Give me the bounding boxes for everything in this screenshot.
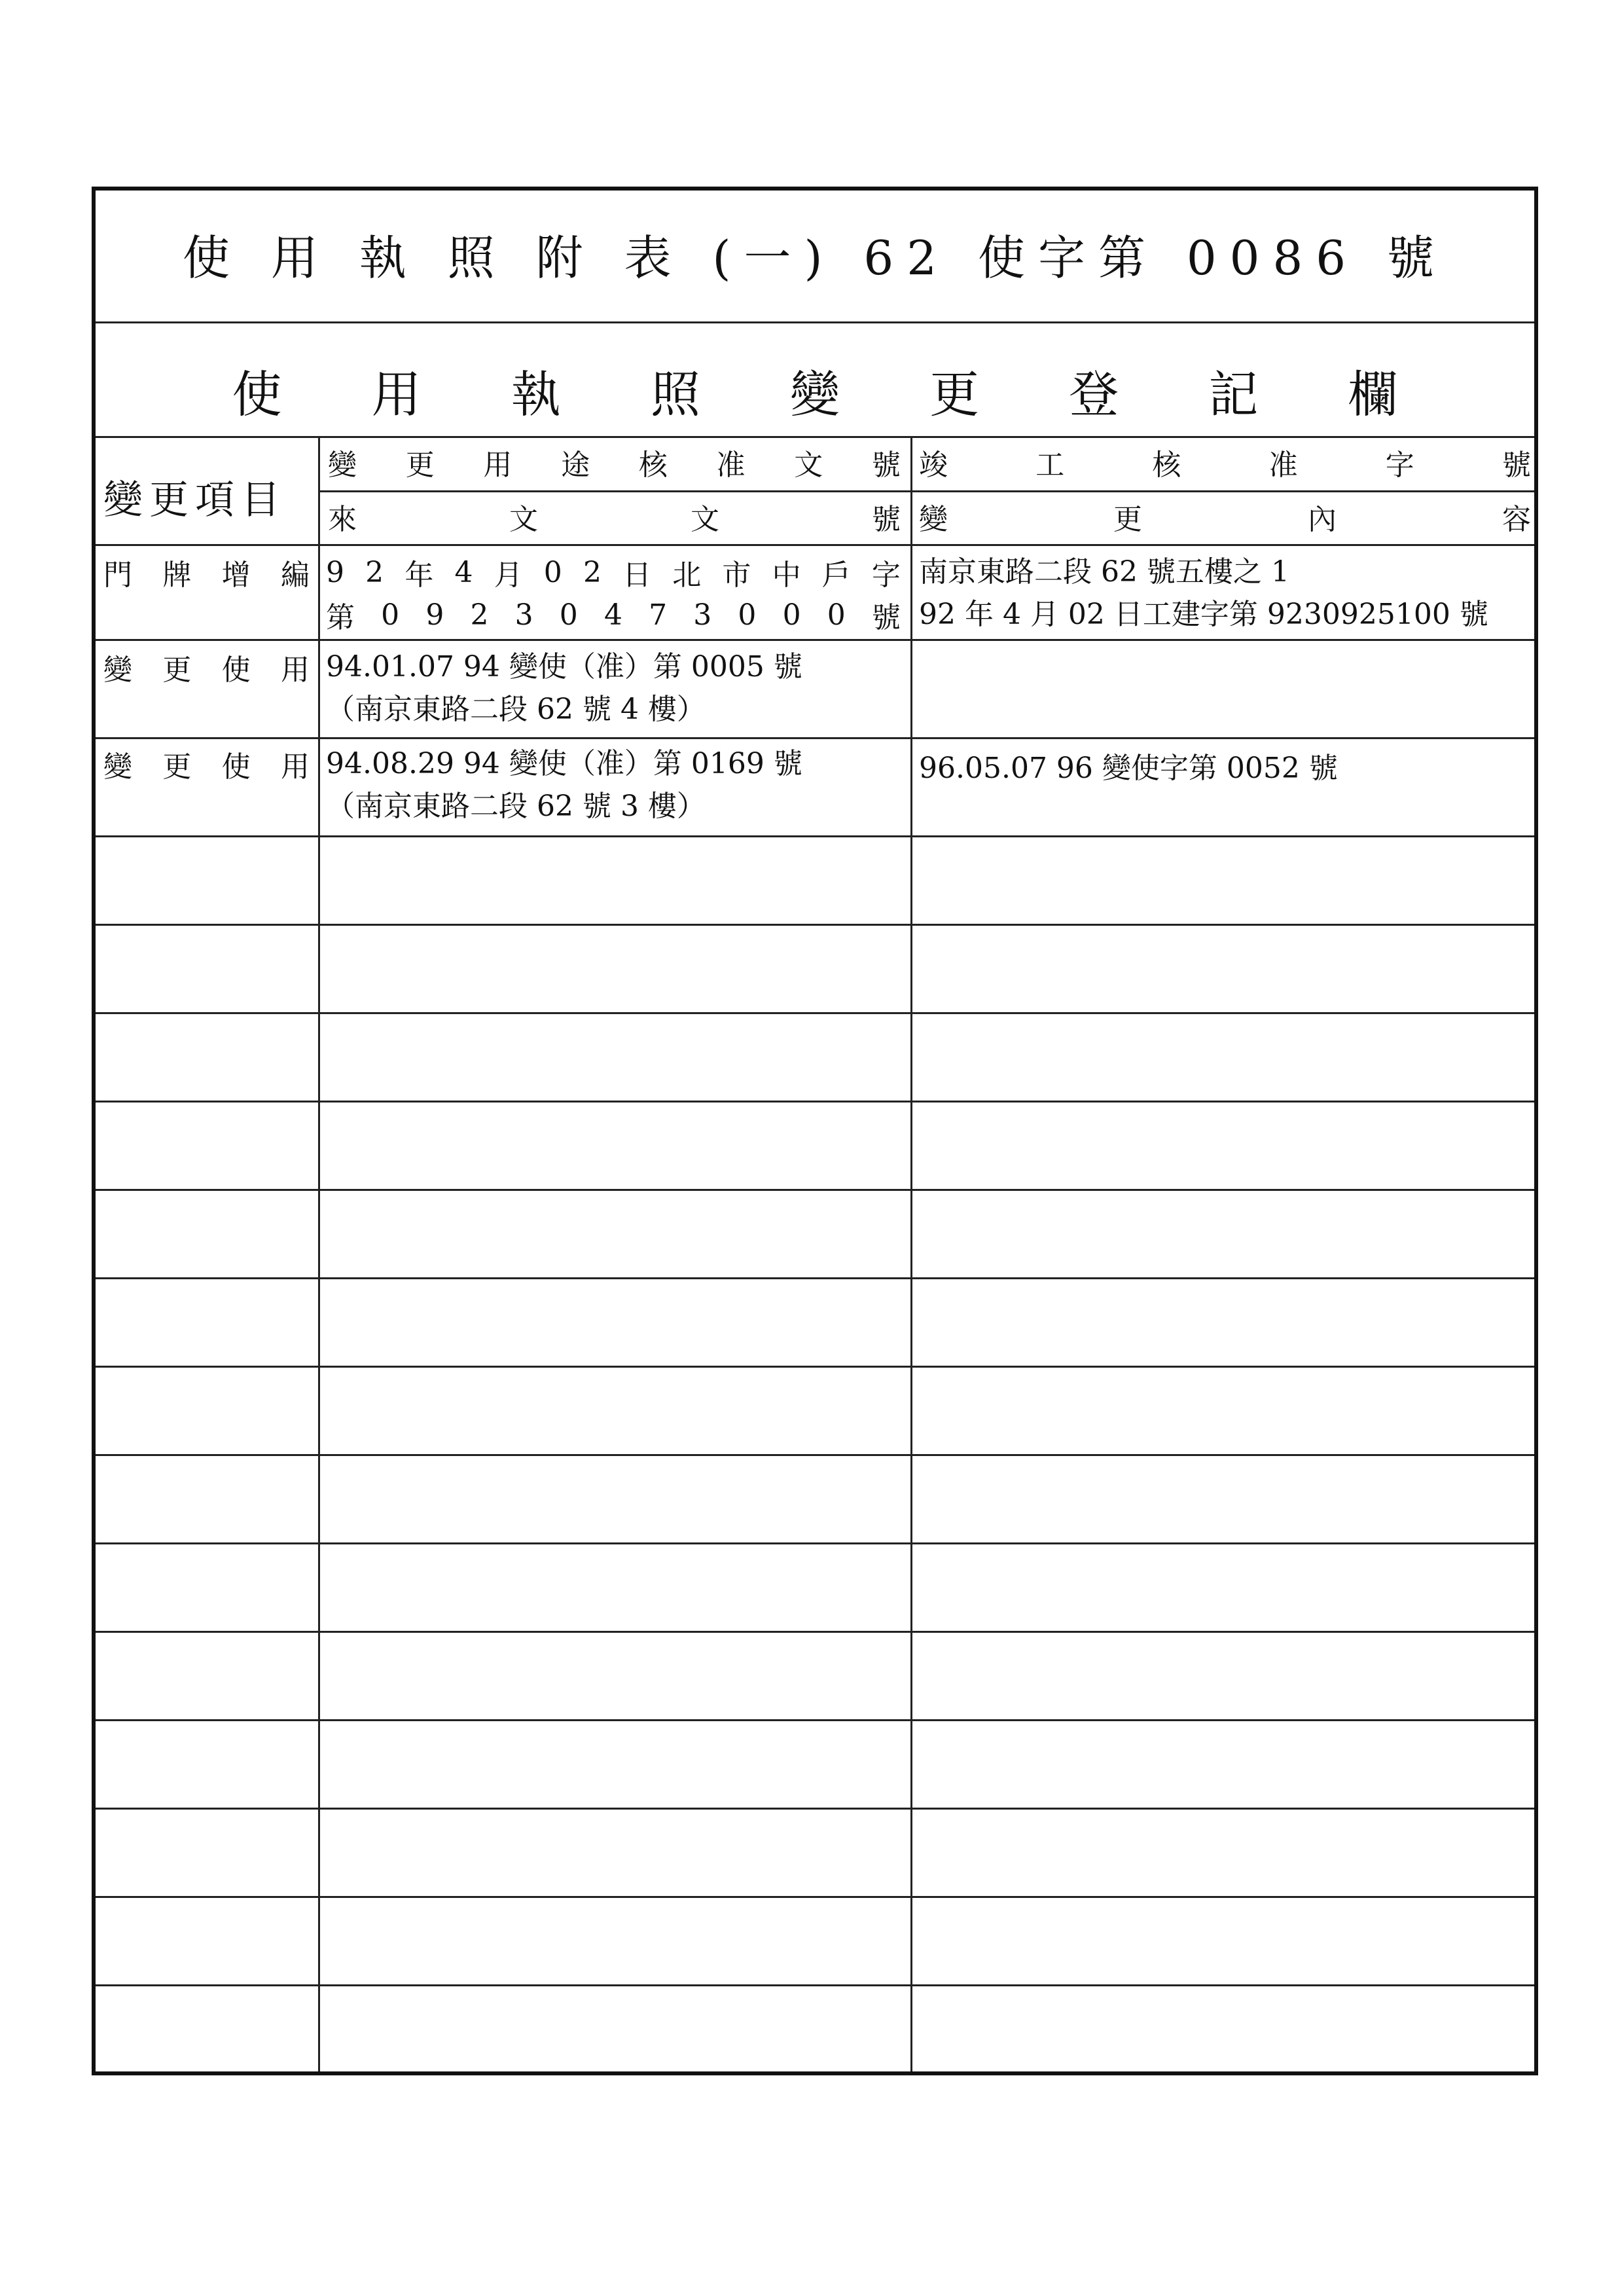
divider [318,490,1534,492]
item-char: 牌 [162,558,192,592]
subtitle-char: 使 [232,365,282,424]
doc-char: 0 [543,555,562,589]
empty-row-divider [96,1277,1534,1279]
empty-row-divider [96,924,1534,926]
doc-char: 0 [738,598,757,632]
header-col3-row1 [919,443,1531,482]
row3-col2-line2: （南京東路二段 62 號 3 樓） [326,790,706,823]
item-char: 變 [103,653,132,687]
subtitle-char: 記 [1208,365,1259,424]
row1-col2-line2 [326,596,901,633]
row2-col2-line2: （南京東路二段 62 號 4 樓） [326,693,706,726]
empty-row-divider [96,1101,1534,1102]
empty-row-divider [96,1984,1534,1986]
divider [96,436,1534,438]
doc-char: 第 [326,601,355,634]
doc-char: 9 [425,598,444,632]
header-col2-row1 [328,443,901,482]
row1-col3-line2: 92 年 4 月 02 日工建字第 9230925100 號 [919,598,1488,631]
subtitle-char: 照 [650,365,700,424]
doc-char: 戶 [821,558,851,592]
row1-col2-line1 [326,554,901,591]
header-char: 號 [1501,448,1531,482]
item-char: 變 [103,750,132,784]
doc-char: 3 [514,598,533,632]
doc-char: 0 [827,598,846,632]
row1-item [103,554,310,591]
header-char: 來 [328,503,357,536]
item-char: 編 [280,558,310,592]
subtitle-char: 欄 [1348,365,1398,424]
row2-item [103,649,310,685]
row2-col2-line1: 94.01.07 94 變使（准）第 0005 號 [326,650,802,683]
header-col3-row2 [919,497,1531,536]
header-char: 竣 [919,448,948,482]
empty-row-divider [96,1366,1534,1368]
subtitle-char: 用 [371,365,422,424]
document-title: 使 用 執 照 附 表 (一) 62 使字第 0086 號 [183,230,1447,285]
doc-char: 號 [871,601,901,634]
item-char: 門 [103,558,132,592]
row1-col3-line1: 南京東路二段 62 號五樓之 1 [919,555,1289,589]
doc-char: 中 [772,558,801,592]
doc-char: 北 [672,558,702,592]
doc-char: 日 [622,558,652,592]
empty-row-divider [96,1454,1534,1456]
header-char: 號 [871,448,901,482]
item-char: 更 [162,653,192,687]
subtitle-char: 登 [1069,365,1119,424]
doc-char: 0 [782,598,801,632]
header-char: 核 [638,448,668,482]
header-char: 工 [1035,448,1065,482]
subtitle-char: 變 [789,365,840,424]
header-char: 准 [716,448,746,482]
doc-char: 2 [470,598,489,632]
item-char: 使 [221,653,251,687]
empty-row-divider [96,1189,1534,1191]
doc-char: 0 [381,598,400,632]
subtitle-char: 執 [511,365,561,424]
doc-char: 市 [722,558,751,592]
header-char: 准 [1268,448,1298,482]
doc-char: 0 [559,598,578,632]
doc-char: 4 [603,598,622,632]
header-char: 號 [872,503,901,536]
doc-char: 字 [871,558,901,592]
item-char: 用 [280,653,310,687]
header-change-item: 變更項目 [103,477,287,523]
empty-row-divider [96,1896,1534,1898]
header-col2-row2 [328,497,901,536]
doc-char: 2 [583,555,602,589]
section-subtitle [96,351,1534,429]
item-char: 增 [221,558,251,592]
divider [96,321,1534,323]
header-char: 容 [1502,503,1531,536]
divider [96,544,1534,546]
header-char: 文 [794,448,823,482]
header-char: 途 [561,448,590,482]
column-divider [318,436,320,2071]
subtitle-char: 更 [929,365,980,424]
header-char: 變 [919,503,948,536]
header-char: 用 [483,448,512,482]
doc-char: 3 [693,598,712,632]
header-char: 文 [691,503,719,536]
header-char: 變 [328,448,357,482]
empty-row-divider [96,1542,1534,1544]
header-char: 內 [1308,503,1337,536]
row3-col3-line1: 96.05.07 96 變使字第 0052 號 [919,752,1338,785]
item-char: 用 [280,750,310,784]
header-char: 文 [509,503,538,536]
row3-col2-line1: 94.08.29 94 變使（准）第 0169 號 [326,747,802,780]
divider [96,737,1534,739]
empty-row-divider [96,1719,1534,1721]
empty-row-divider [96,1808,1534,1810]
header-char: 核 [1152,448,1181,482]
divider [96,639,1534,641]
registration-table-frame [92,187,1538,2075]
empty-row-divider [96,1631,1534,1633]
empty-row-divider [96,1012,1534,1014]
doc-char: 月 [494,558,523,592]
header-char: 更 [1113,503,1142,536]
doc-char: 9 [326,555,344,589]
divider [96,835,1534,837]
header-char: 字 [1385,448,1414,482]
doc-char: 4 [454,555,473,589]
item-char: 更 [162,750,192,784]
row3-item [103,746,310,782]
column-divider [910,436,912,2071]
doc-char: 7 [649,598,668,632]
doc-char: 年 [404,558,434,592]
doc-char: 2 [365,555,384,589]
item-char: 使 [221,750,251,784]
header-char: 更 [405,448,435,482]
